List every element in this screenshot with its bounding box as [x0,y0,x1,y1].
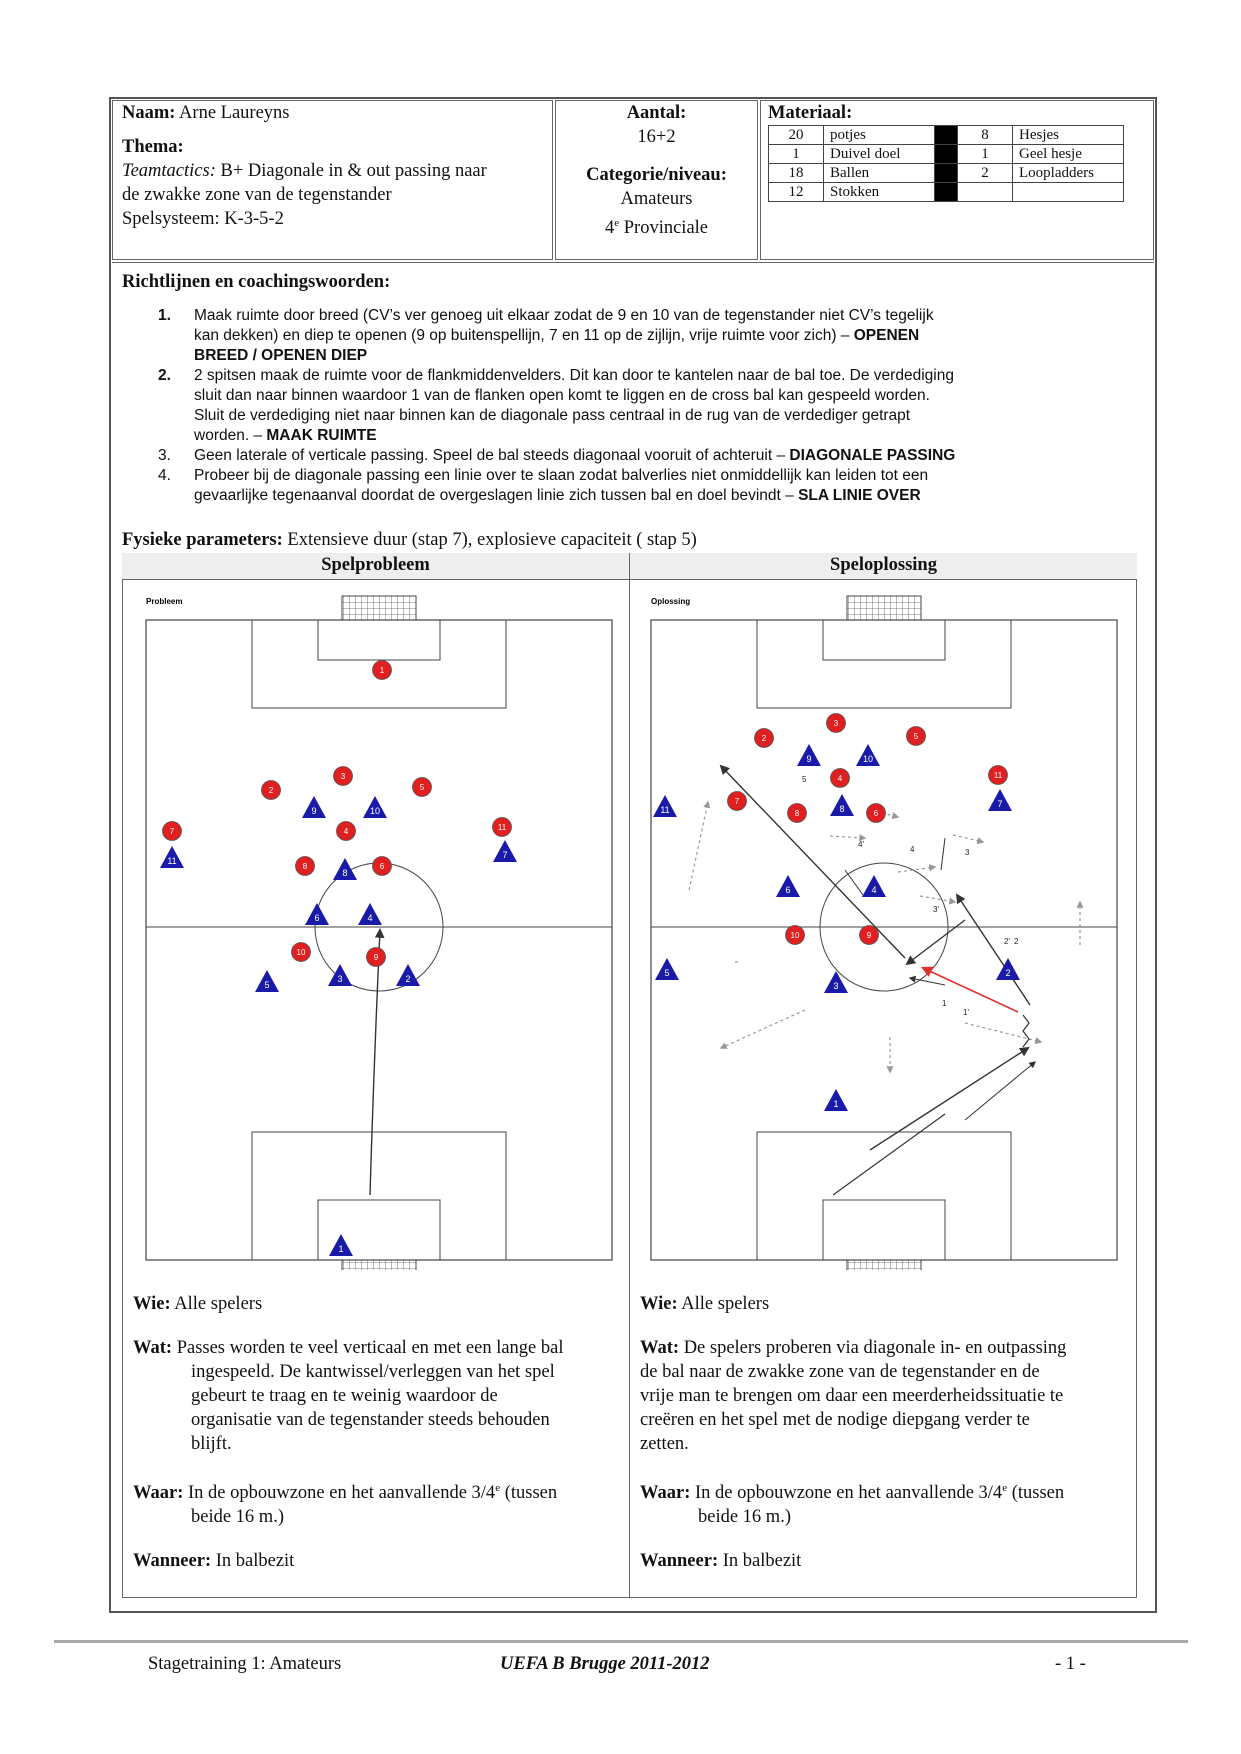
thema-italic: Teamtactics: [122,161,216,181]
red-player-number: 5 [913,732,919,741]
categorie-value: Amateurs [620,189,693,209]
blue-player-number: 11 [167,856,177,866]
left-bottom-box [252,1132,506,1260]
arrow-label: 4 [910,845,915,854]
guide-item-4: 4. Probeer bij de diagonale passing een linie over te slaan zodat balverlies niet onmiddellijk kan leiden tot een gevaarlijke tegenaanval doordat de overgeslagen linie zich tussen bal en doel bevindt – SLA LINIE OVER [158,467,929,504]
right-top-small-box [823,620,945,660]
left-column-title: Spelprobleem [321,555,430,575]
red-player-number: 3 [833,719,839,728]
thema-line1: B+ Diagonale in & out passing naar [215,161,487,181]
materiaal-cell [935,145,958,164]
red-player-number: 4 [343,827,349,836]
materiaal-cell: 1 [958,145,1013,164]
arrow-label: 3' [933,905,939,914]
arrow-label: 4' [858,840,864,849]
materiaal-cell: Hesjes [1013,126,1124,145]
red-player-number: 10 [296,948,306,957]
left-bottom-goal [342,1260,416,1270]
aantal-block [555,101,758,240]
materiaal-cell: Duivel doel [824,145,935,164]
right-pitch-label: Oplossing [651,597,691,606]
blue-player-number: 10 [862,754,874,764]
columns-divider [629,553,630,1598]
red-player-number: 11 [497,823,507,832]
guide-item-1: 1. Maak ruimte door breed (CV’s ver genoeg uit elkaar zodat de 9 en 10 van de tegenstander niet CV’s tegelijk kan dekken) en diep te openen (9 op buitenspellijn, 7 en 11 op de zijlijn, vrije ruimte voor zich) – OPENEN BREED / OPENEN DIEP [158,307,934,364]
arrow-label: 2' [1004,937,1010,946]
arrow-label: 1 [942,999,947,1008]
materiaal-table [768,125,1124,202]
materiaal-cell: 2 [958,164,1013,183]
materiaal-row [769,183,1124,202]
blue-player-number: 8 [839,804,845,814]
right-bottom-small-box [823,1200,945,1260]
materiaal-row [769,164,1124,183]
left-pitch-label: Probleem [146,597,183,606]
blue-player-number: 4 [871,885,877,895]
materiaal-cell: Ballen [824,164,935,183]
materiaal-cell: potjes [824,126,935,145]
thema-label: Thema: [122,137,184,157]
materiaal-cell: Geel hesje [1013,145,1124,164]
blue-player-number: 3 [337,974,343,984]
blue-player-number: 5 [664,968,670,978]
left-top-small-box [318,620,440,660]
materiaal-cell: Loopladders [1013,164,1124,183]
blue-player-number: 8 [342,868,348,878]
thema-line2: de zwakke zone van de tegenstander [122,185,392,205]
materiaal-cell: 12 [769,183,824,202]
categorie-label: Categorie/niveau: [586,165,727,185]
naam-block [122,101,552,231]
red-player-number: 5 [419,783,425,792]
arrow-label: 5 [802,775,807,784]
red-player-number: 9 [866,931,872,940]
right-column-title: Speloplossing [830,555,937,575]
materiaal-cell: 20 [769,126,824,145]
left-long-pass-arrow [370,930,380,1195]
red-player-number: 3 [340,772,346,781]
materiaal-row [769,126,1124,145]
spelsysteem: Spelsysteem: K-3-5-2 [122,209,284,229]
aantal-value: 16+2 [637,127,676,147]
arrow-label: 2 [1014,937,1019,946]
blue-player-number: 11 [660,805,670,815]
right-pass-1 [870,1048,1028,1150]
red-player-number: 7 [169,827,175,836]
red-player-number: 2 [761,734,767,743]
guide-item-3: 3. Geen laterale of verticale passing. Speel de bal steeds diagonaal vooruit of achteruit – DIAGONALE PASSING [158,447,956,464]
red-player-number: 11 [993,771,1003,780]
right-top-goal [847,596,921,620]
blue-player-number: 10 [369,806,381,816]
blue-player-number: 5 [264,980,270,990]
right-pass-5 [721,766,905,958]
richtlijnen-title: Richtlijnen en coachingswoorden: [122,272,391,292]
right-bottom-box [757,1132,1011,1260]
naam-label: Naam: [122,103,176,123]
blue-player-number: 7 [997,799,1003,809]
fysiek-line: Fysieke parameters: Extensieve duur (stap 7), explosieve capaciteit ( stap 5) [122,530,697,550]
red-player-number: 10 [790,931,800,940]
materiaal-cell: 1 [769,145,824,164]
red-player-number: 6 [379,862,385,871]
right-bottom-goal [847,1260,921,1270]
arrow-label: 1' [963,1008,969,1017]
red-player-number: 9 [373,953,379,962]
left-top-goal [342,596,416,620]
blue-player-number: 2 [1005,968,1011,978]
blue-player-number: 7 [502,850,508,860]
left-pitch [140,590,620,1270]
naam-value: Arne Laureyns [179,103,290,123]
blue-player-number: 1 [338,1244,344,1254]
right-text: Wie: Alle spelers Wat: De spelers proberen via diagonale in- en outpassing de bal naar de zwakke zone van de tegenstander en de vrije man te brengen om daar een meerderheidssituatie te creëren en het spel met de nodige diepgang verder te zetten. Waar: In de opbouwzone en het aanvallende 3/4e (tussen beide 16 m.) Wanneer: In balbezit [640,1294,1067,1572]
footer-rule [54,1640,1188,1643]
blue-player-number: 6 [314,913,320,923]
blue-player-number: 2 [405,974,411,984]
materiaal-cell [935,164,958,183]
aantal-label: Aantal: [626,103,687,123]
right-pitch-boundary [651,620,1117,1260]
red-player-number: 8 [302,862,308,871]
materiaal-cell: 8 [958,126,1013,145]
blue-player-number: 3 [833,981,839,991]
materiaal-cell: Stokken [824,183,935,202]
materiaal-cell [1013,183,1124,202]
left-text: Wie: Alle spelers Wat: Passes worden te veel verticaal en met een lange bal ingespeeld. De kantwissel/verleggen van het spel gebeurt te traag en te weinig waardoor de organisatie van de tegenstander steeds behouden blijft. Waar: In de opbouwzone en het aanvallende 3/4e (tussen beide 16 m.) Wanneer: In balbezit [133,1294,564,1572]
red-player-number: 2 [268,786,274,795]
red-player-number: 8 [794,809,800,818]
materiaal-cell [935,126,958,145]
materiaal-cell: 18 [769,164,824,183]
blue-player-number: 9 [806,754,812,764]
materiaal-label: Materiaal: [768,103,853,123]
blue-player-number: 6 [785,885,791,895]
guide-item-2: 2. 2 spitsen maak de ruimte voor de flankmiddenvelders. Dit kan door te kantelen naar de bal toe. De verdediging sluit dan naar binnen waardoor 1 van de flanken open komt te liggen en de cross bal kan gespeeld worden. Sluit de verdediging niet naar binnen kan de diagonale pass centraal in de rug van de verdediger getrapt worden. – MAAK RUIMTE [158,367,954,444]
right-pass-1-prime [965,1062,1035,1120]
right-pitch [645,590,1125,1270]
red-player-number: 1 [379,666,385,675]
red-player-number: 4 [837,774,843,783]
arrow-label: 3 [965,848,970,857]
richtlijnen-list [120,306,1150,506]
footer-left: Stagetraining 1: Amateurs [148,1654,342,1674]
categorie-level: 4e Provinciale [604,217,709,239]
blue-player-number: 4 [367,913,373,923]
materiaal-cell [935,183,958,202]
materiaal-row [769,145,1124,164]
red-player-number: 6 [873,809,879,818]
right-top-box [757,620,1011,708]
blue-player-number: 9 [311,806,317,816]
red-player-number: 7 [734,797,740,806]
footer-page-number: - 1 - [1055,1654,1086,1674]
footer-center: UEFA B Brugge 2011-2012 [500,1654,710,1674]
blue-player-number: 1 [833,1099,839,1109]
right-dribble [1023,1015,1029,1047]
materiaal-cell [958,183,1013,202]
